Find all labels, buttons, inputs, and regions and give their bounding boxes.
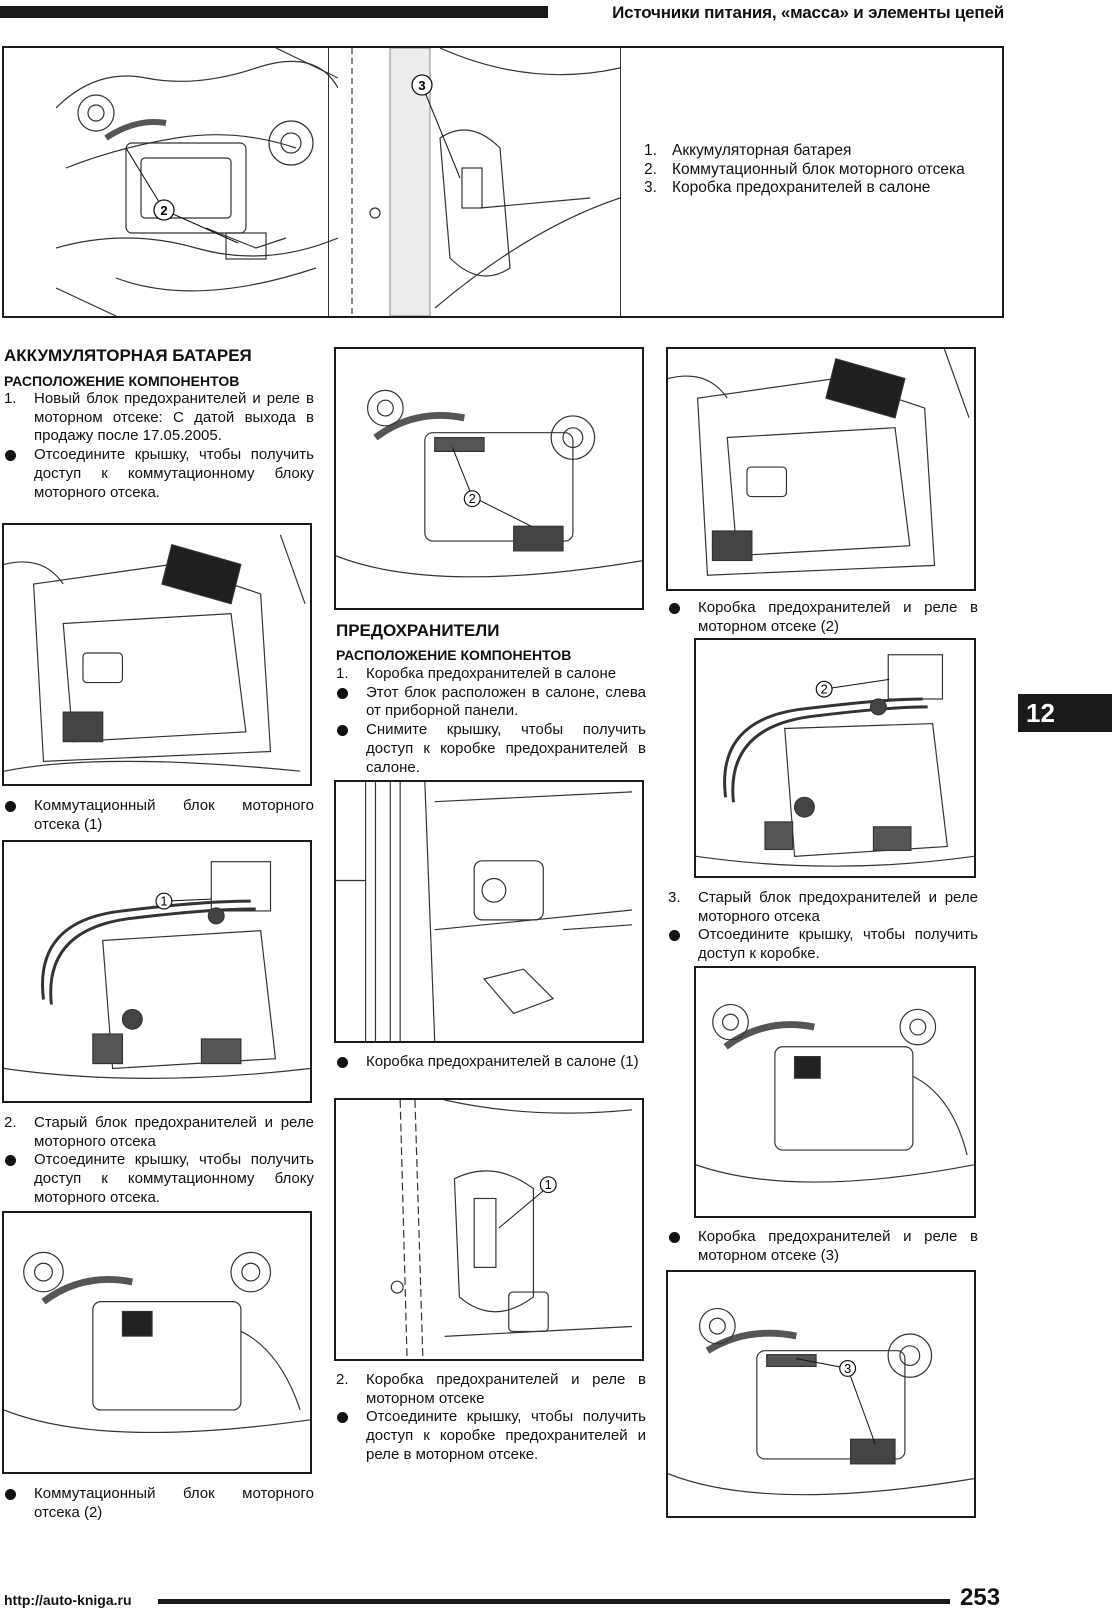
caption-engine-fuse-relay-box-3: Коробка предохранителей и реле в моторном отсеке (3) (668, 1228, 978, 1265)
fuses-subtitle: РАСПОЛОЖЕНИЕ КОМПОНЕНТОВ (336, 647, 572, 663)
top-legend (644, 142, 994, 198)
callout-1: 1 (160, 893, 168, 909)
callout-3: 3 (418, 78, 426, 93)
footer-url[interactable]: http://auto-kniga.ru (4, 1592, 132, 1608)
chapter-tab: 12 (1018, 694, 1112, 732)
figure-engine-fuse-relay-box-2 (666, 347, 976, 591)
figure-engine-fuse-relay-box-3 (694, 966, 976, 1218)
figure-cabin-fuse-box-callout-1 (334, 1098, 644, 1361)
caption-engine-fuse-relay-box-2: Коробка предохранителей и реле в моторном отсеке (2) (668, 599, 978, 636)
right-bullet-1: Отсоедините крышку, чтобы получить доступ к коробке. (668, 926, 978, 963)
figure-engine-bay-callout-2 (334, 347, 644, 610)
dashboard-illustration (330, 48, 620, 316)
battery-item-1: 1. Новый блок предохранителей и реле в моторном отсеке: С датой выхода в продажу после 17.05.2005. (4, 390, 314, 445)
callout-1: 1 (544, 1177, 552, 1193)
top-figure-panel (2, 46, 1004, 318)
fuses-bullet-3: Отсоедините крышку, чтобы получить доступ к коробке предохранителей и реле в моторном отсеке. (336, 1408, 646, 1464)
header-bar (0, 6, 548, 18)
callout-2: 2 (820, 681, 828, 697)
battery-section-title: АККУМУЛЯТОРНАЯ БАТАРЕЯ (4, 346, 252, 365)
callout-2: 2 (468, 491, 476, 507)
battery-subtitle: РАСПОЛОЖЕНИЕ КОМПОНЕНТОВ (4, 373, 240, 389)
fuses-bullet-1: Этот блок расположен в салоне, слева от приборной панели. (336, 684, 646, 721)
page-header-title: Источники питания, «масса» и элементы цепей (612, 3, 1004, 22)
legend-item-2: 2. Коммутационный блок моторного отсека (644, 160, 965, 178)
battery-bullet-2: Отсоедините крышку, чтобы получить доступ к коммутационному блоку моторного отсека. (4, 1151, 314, 1207)
figure-engine-bay-callout-3 (666, 1270, 976, 1518)
caption-switching-block-2: Коммутационный блок моторного отсека (2) (4, 1485, 314, 1522)
page-number: 253 (960, 1584, 1001, 1611)
legend-item-3: 3. Коробка предохранителей в салоне (644, 179, 931, 196)
figure-switching-block-1 (2, 523, 312, 786)
legend-item-1: 1. Аккумуляторная батарея (644, 142, 852, 159)
footer-rule (158, 1599, 950, 1604)
fuses-section-title: ПРЕДОХРАНИТЕЛИ (336, 621, 500, 640)
figure-switching-block-wiring (2, 840, 312, 1103)
figure-engine-fuse-relay-wiring (694, 638, 976, 878)
callout-3: 3 (844, 1360, 852, 1376)
fuses-bullet-2: Снимите крышку, чтобы получить доступ к коробке предохранителей в салоне. (336, 721, 646, 777)
figure-cabin-fuse-box-1 (334, 780, 644, 1043)
fuses-item-1: 1. Коробка предохранителей в салоне (336, 665, 617, 682)
engine-bay-illustration (56, 48, 338, 316)
fuses-item-2: 2. Коробка предохранителей и реле в моторном отсеке (336, 1371, 646, 1407)
callout-2: 2 (160, 203, 168, 218)
battery-bullet-1: Отсоедините крышку, чтобы получить доступ к коммутационному блоку моторного отсека. (4, 446, 314, 502)
right-item-3: 3. Старый блок предохранителей и реле моторного отсека (668, 889, 978, 925)
caption-cabin-fuse-box-1: Коробка предохранителей в салоне (1) (336, 1053, 646, 1072)
battery-item-2: 2. Старый блок предохранителей и реле моторного отсека (4, 1114, 314, 1150)
figure-switching-block-2 (2, 1211, 312, 1474)
caption-switching-block-1: Коммутационный блок моторного отсека (1) (4, 797, 314, 834)
